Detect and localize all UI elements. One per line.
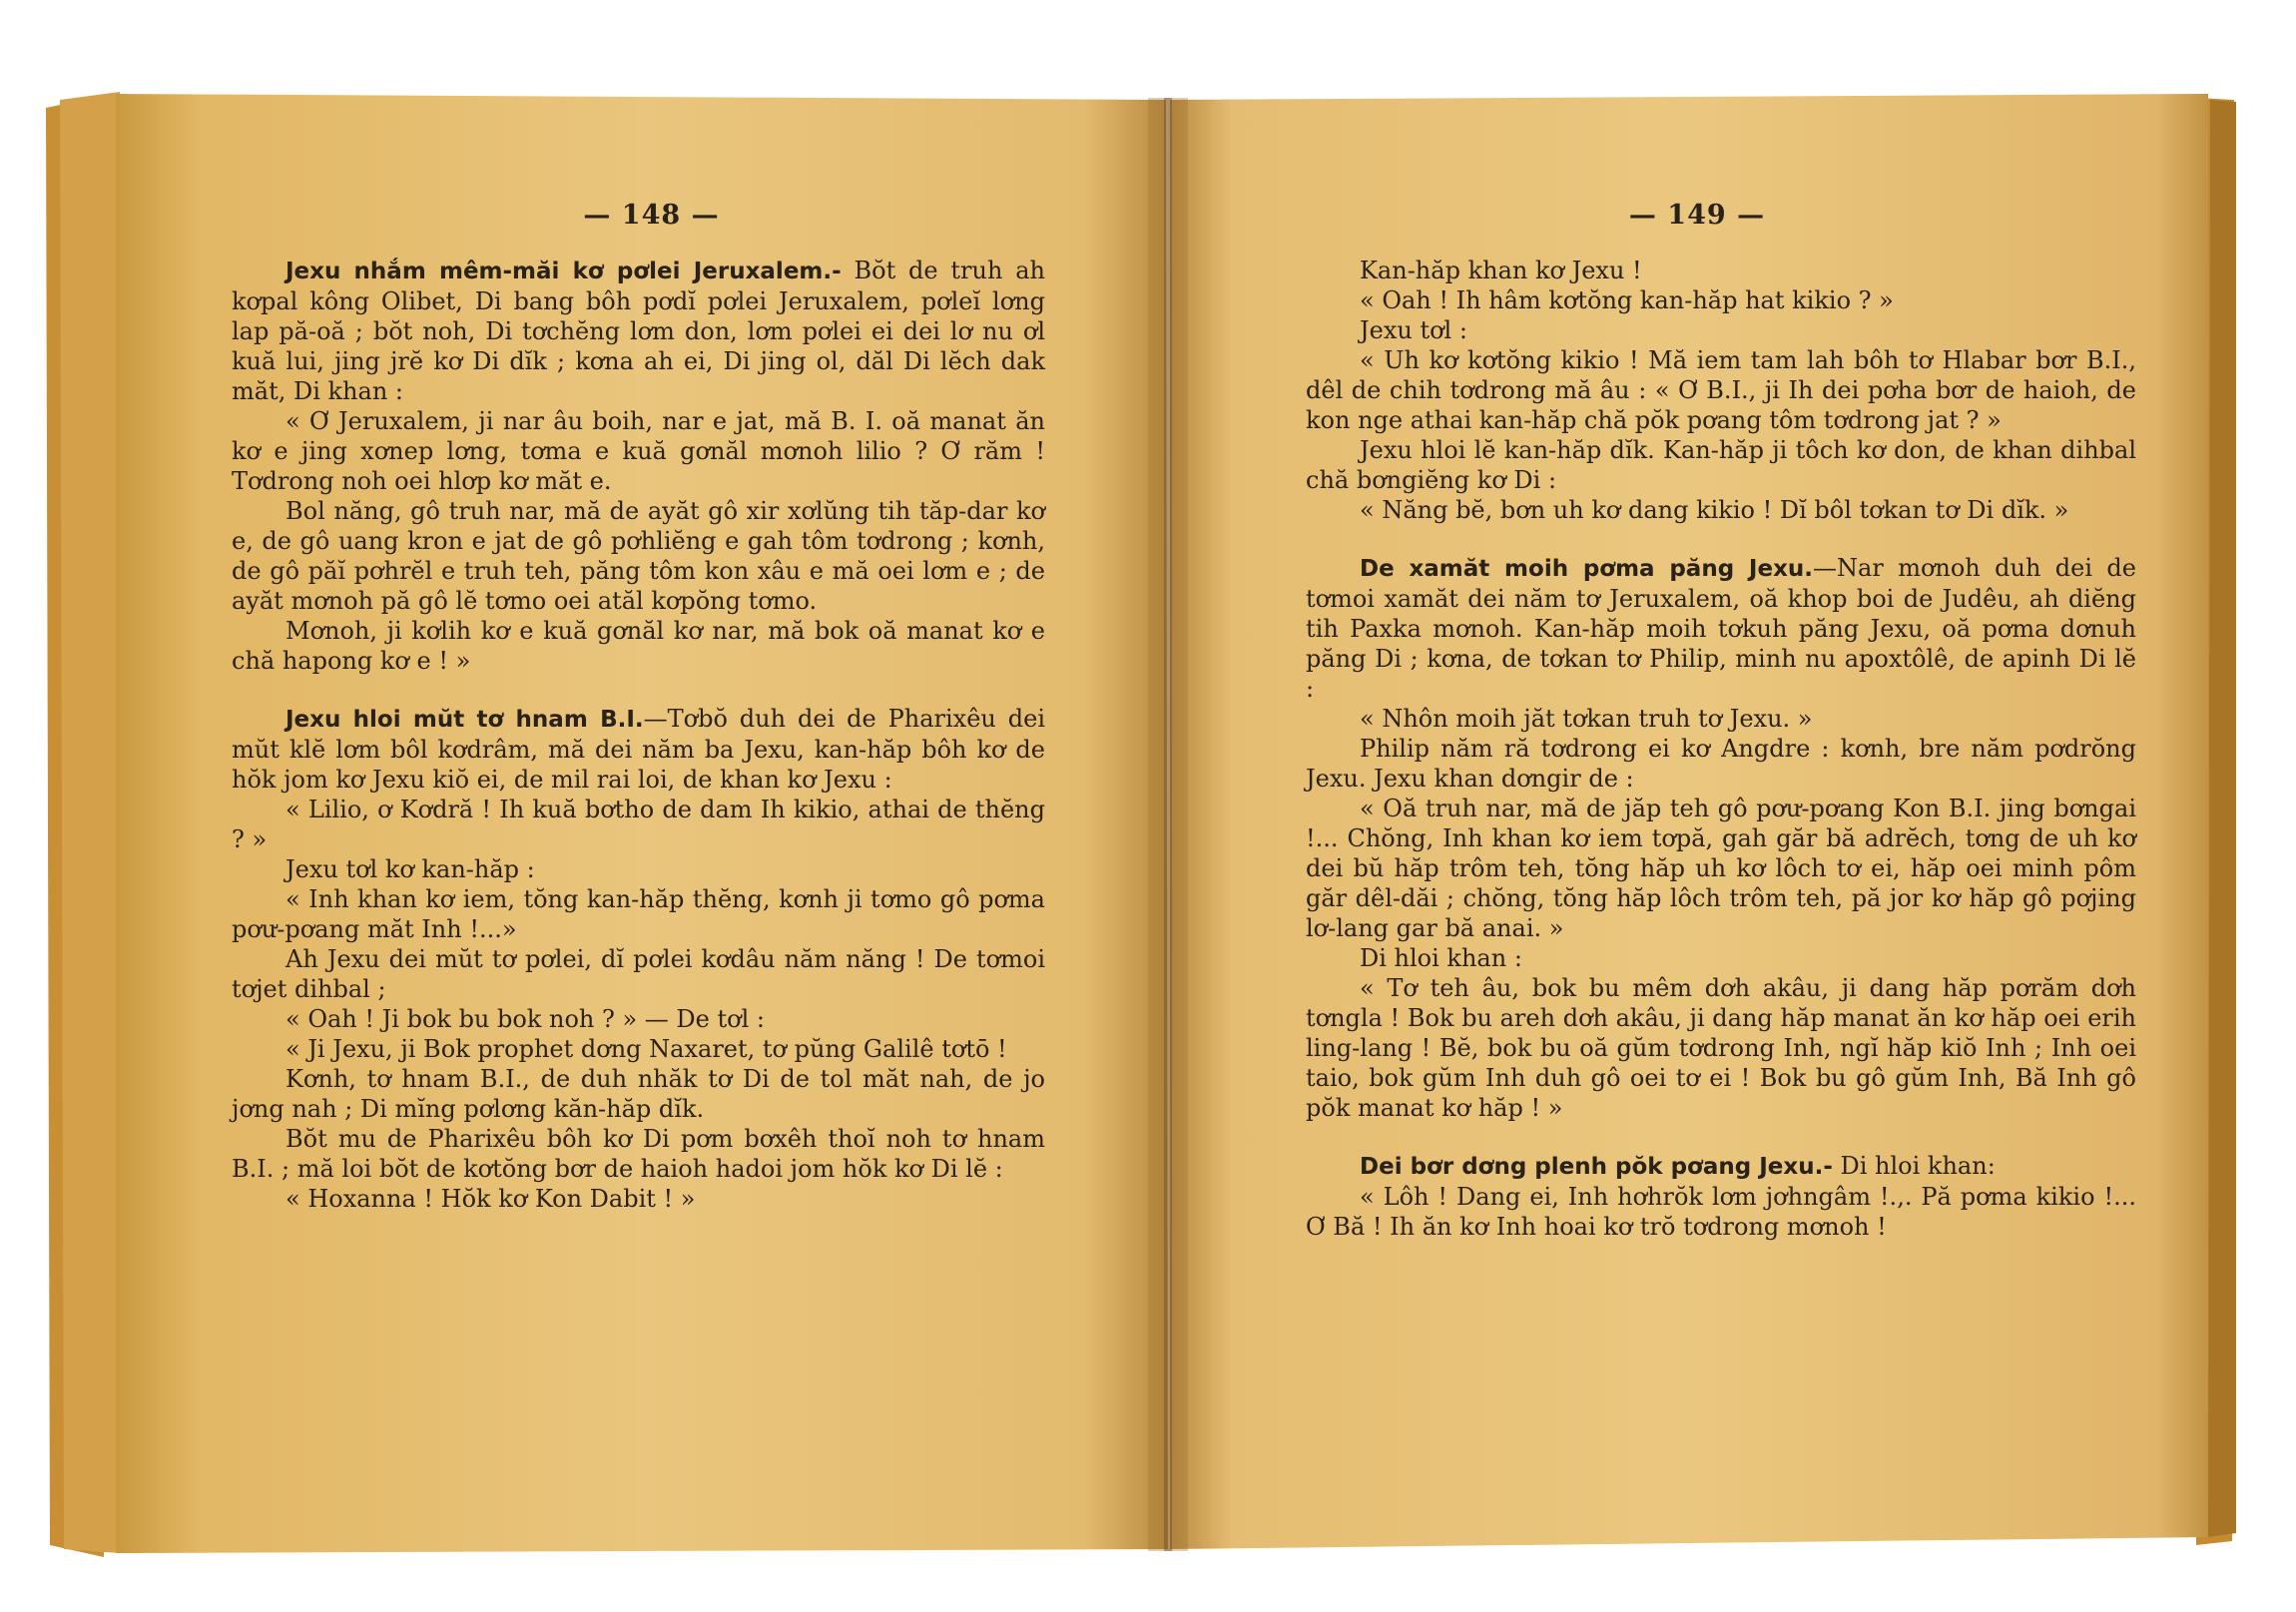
section-heading: De xamăt moih pơma păng Jexu. [1360, 556, 1814, 582]
paragraph [1306, 973, 2136, 1123]
paragraph [232, 616, 1045, 676]
section-heading: Jexu hloi mŭt tơ hnam B.I. [286, 707, 644, 733]
paragraph-text: « Nhôn moih jăt tơkan truh tơ Jexu. » [1360, 705, 1813, 733]
paragraph-text: « Hoxanna ! Hŏk kơ Kon Dabit ! » [286, 1185, 696, 1213]
paragraph [232, 944, 1045, 1004]
paragraph-text: « Ơ Jeruxalem, ji nar âu boih, nar e jat, mă B. I. oă manat ăn kơ e jing xơnep lơng, tơma e kuă gơnăl mơnoh lilio ? Ơ răm ! Tơdrong noh oei hlơp kơ măt e. [232, 407, 1045, 495]
paragraph-text: Kan-hăp khan kơ Jexu ! [1360, 257, 1642, 284]
paragraph [1306, 345, 2136, 435]
paragraph-text: —Nar mơnoh duh dei de tơmoi xamăt dei năm tơ Jeruxalem, oă khop boi de Judêu, ah diĕng tih Paxka mơnoh. Kan-hăp moih tơkuh păng Jexu, oă pơma dơnuh păng Di ; kơna, de tơkan tơ Philip, minh nu apoxtôlê, de apinh Di lĕ : [1306, 554, 2136, 703]
paragraph-text: Kơnh, tơ hnam B.I., de duh nhăk tơ Di de tol măt nah, de jo jơng nah ; Di mĭng pơlơng kăn-hăp dĭk. [232, 1065, 1045, 1123]
page-body [232, 256, 1045, 1214]
paragraph [232, 704, 1045, 795]
paragraph [1306, 315, 2136, 345]
paragraph [232, 1124, 1045, 1184]
paragraph [1306, 256, 2136, 285]
paragraph-text: « Lôh ! Dang ei, Inh hơhrŏk lơm jơhngâm !.,. Pă pơma kikio !... Ơ Bă ! Ih ăn kơ Inh hoai kơ trŏ tơdrong mơnoh ! [1306, 1183, 2136, 1241]
paragraph [1306, 495, 2136, 525]
right-page [1178, 94, 2216, 1531]
paragraph-text: Philip năm ră tơdrong ei kơ Angdre : kơnh, bre năm pơdrŏng Jexu. Jexu khan dơngir de : [1306, 735, 2136, 793]
paragraph-text: Jexu hloi lĕ kan-hăp dĭk. Kan-hăp ji tôch kơ don, de khan dihbal chă bơngiĕng kơ Di : [1306, 436, 2136, 494]
paragraph-text: Ah Jexu dei mŭt tơ pơlei, dĭ pơlei kơdâu năm năng ! De tơmoi tơjet dihbal ; [232, 945, 1045, 1003]
paragraph [1306, 704, 2136, 734]
paragraph [232, 1004, 1045, 1034]
left-page [140, 94, 1163, 1547]
paragraph [1306, 734, 2136, 794]
paragraph [232, 795, 1045, 854]
watermark: IRASIA [2207, 1576, 2282, 1599]
paragraph [232, 1064, 1045, 1124]
paragraph [232, 1034, 1045, 1064]
paragraph [232, 1184, 1045, 1214]
page-body [1306, 256, 2136, 1242]
paragraph-text: Di hloi khan : [1360, 944, 1522, 972]
paragraph [1306, 1182, 2136, 1242]
page-number: — 148 — [583, 200, 720, 231]
paragraph-text: « Inh khan kơ iem, tŏng kan-hăp thĕng, kơnh ji tơmo gô pơma pơư-pơang măt Inh !...» [232, 885, 1045, 943]
paragraph-text: « Oah ! Ji bok bu bok noh ? » — De tơl : [286, 1005, 765, 1033]
paragraph [232, 256, 1045, 406]
paragraph [1306, 1151, 2136, 1182]
paragraph-text: « Năng bĕ, bơn uh kơ dang kikio ! Dĭ bôl tơkan tơ Di dĭk. » [1360, 496, 2069, 524]
paragraph-text: Jexu tơl kơ kan-hăp : [286, 855, 535, 883]
paragraph [232, 406, 1045, 496]
paragraph-text: « Tơ teh âu, bok bu mêm dơh akâu, ji dang hăp pơrăm dơh tơngla ! Bok bu areh dơh akâu, ji dang hăp manat ăn kơ hăp oei erih ling-lang ! Bĕ, bok bu oă gŭm tơdrong Inh, ngĭ hăp kiŏ Inh ; Inh oei taio, bok gŭm Inh duh gô oei tơ ei ! Bok bu gô gŭm Inh, Bă Inh gô pŏk manat kơ hăp ! » [1306, 974, 2136, 1122]
section-heading: Jexu nhắm mêm-măi kơ pơlei Jeruxalem.- [286, 259, 842, 284]
paragraph-text: Bŏt de truh ah kơpal kông Olibet, Di bang bôh pơdĭ pơlei Jeruxalem, pơleĭ lơng lap pă-oă ; bŏt noh, Di tơchĕng lơm don, lơm pơlei ei dei lơ nu ơl kuă lui, jing jrĕ kơ Di dĭk ; kơna ah ei, Di jing ol, dăl Di lĕch dak măt, Di khan : [232, 257, 1045, 405]
paragraph [1306, 943, 2136, 973]
paragraph [1306, 285, 2136, 315]
paragraph [232, 884, 1045, 944]
paragraph [1306, 794, 2136, 943]
paragraph-text: Bŏt mu de Pharixêu bôh kơ Di pơm bơxêh thoĭ noh tơ hnam B.I. ; mă loi bŏt de kơtŏng bơr de haioh hadoi jom hŏk kơ Di lĕ : [232, 1125, 1045, 1183]
paragraph [232, 854, 1045, 884]
section-heading: Dei bơr dơng plenh pŏk pơang Jexu.- [1360, 1154, 1833, 1180]
paragraph-text: « Oă truh nar, mă de jăp teh gô pơư-pơang Kon B.I. jing bơngai !... Chŏng, Inh khan kơ iem tơpă, gah găr bă adrĕch, tơng de uh kơ dei bŭ hăp trôm teh, tŏng hăp uh kơ lôch tơ ei, hăp oei minh pôm găr dêl-dăi ; chŏng, tŏng hăp lôch trôm teh, pă jor kơ hăp gô pơjing lơ-lang gar bă anai. » [1306, 795, 2136, 942]
paragraph-text: « Uh kơ kơtŏng kikio ! Mă iem tam lah bôh tơ Hlabar bơr B.I., dêl de chih tơdrong mă âu : « Ơ B.I., ji Ih dei pơha bơr de haioh, de kon nge athai kan-hăp chă pŏk pơang tôm tơdrong jat ? » [1306, 346, 2136, 434]
paragraph [1306, 435, 2136, 495]
paragraph-text: Di hloi khan: [1832, 1152, 1996, 1180]
paragraph [1306, 553, 2136, 704]
paragraph-text: Bol năng, gô truh nar, mă de ayăt gô xir xơlŭng tih tăp-dar kơ e, de gô uang kron e jat de gô pơhliĕng e gah tôm tơdrong ; kơnh, de gô păĭ pơhrĕl e truh teh, păng tôm kon xâu e mă oei lơm e ; de ayăt mơnoh pă gô lĕ tơmo oei atăl kơpŏng tơmo. [232, 497, 1045, 615]
paragraph-text: —Tơbŏ duh dei de Pharixêu dei mŭt klĕ lơm bôl kơdrâm, mă dei năm ba Jexu, kan-hăp bôh kơ de hŏk jom kơ Jexu kiŏ ei, de mil rai loi, de khan kơ Jexu : [232, 705, 1046, 794]
paragraph-text: Mơnoh, ji kơlih kơ e kuă gơnăl kơ nar, mă bok oă manat kơ e chă hapong kơ e ! » [232, 617, 1045, 675]
page-number: — 149 — [1628, 200, 1766, 231]
paragraph [232, 496, 1045, 616]
paragraph-text: « Ji Jexu, ji Bok prophet dơng Naxaret, tơ pŭng Galilê tơtō ! [286, 1035, 1007, 1063]
paragraph-text: « Lilio, ơ Kơdră ! Ih kuă bơtho de dam Ih kikio, athai de thĕng ? » [232, 796, 1045, 853]
paragraph-text: Jexu tơl : [1360, 316, 1467, 344]
paragraph-text: « Oah ! Ih hâm kơtŏng kan-hăp hat kikio ? » [1360, 286, 1894, 314]
